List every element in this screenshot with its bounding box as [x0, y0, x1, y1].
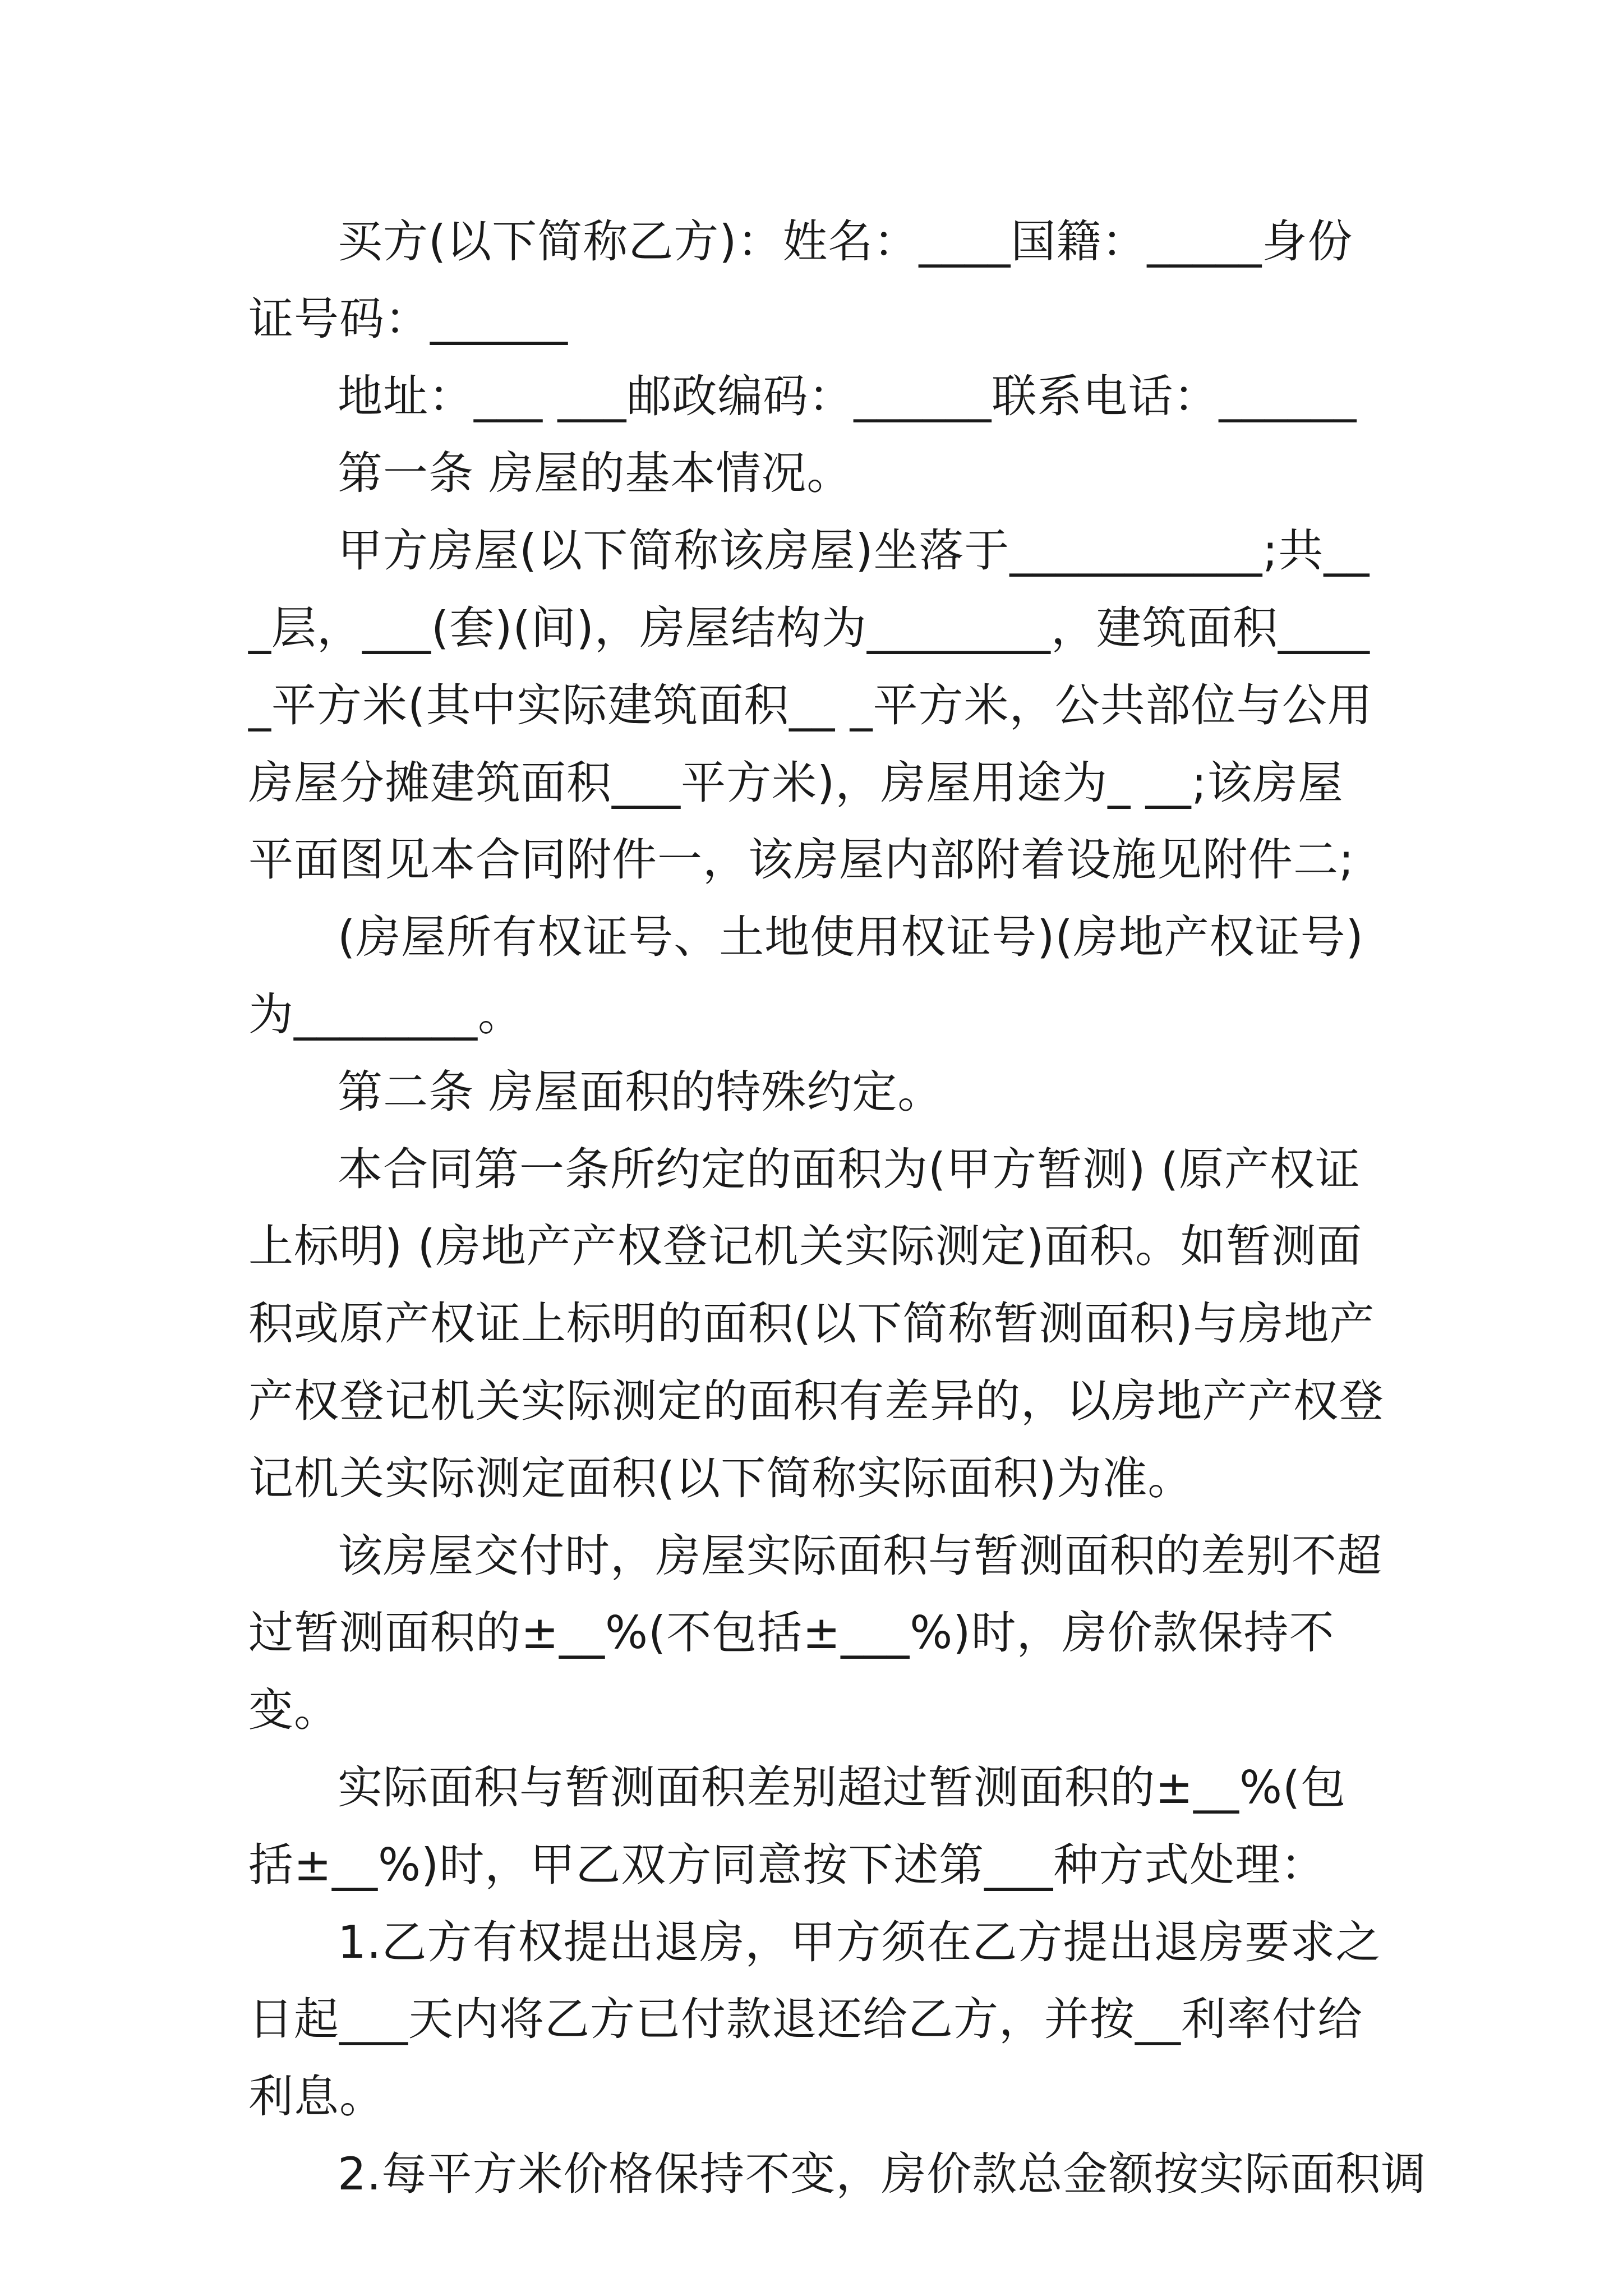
paragraph-article-1-certificate: (房屋所有权证号、土地使用权证号)(房地产权证号)为________。 [248, 911, 1364, 1041]
article-2-title: 第二条 房屋面积的特殊约定。 [338, 1065, 943, 1118]
paragraph-article-1-body: 甲方房屋(以下简称该房屋)坐落于___________;共___层，___(套)(间)，房屋结构为________，建筑面积_____平方米(其中实际建筑面积__ _平方米，公共部位与公用房屋分摊建筑面积___平方米)，房屋用途为_ __;该房屋平面图见本合同附件一，该房屋内部附着设施见附件二; [248, 524, 1373, 886]
paragraph-article-2-body: 本合同第一条所约定的面积为(甲方暂测) (原产权证上标明) (房地产产权登记机关实际测定)面积。如暂测面积或原产权证上标明的面积(以下简称暂测面积)与房地产产权登记机关实际测定的面积有差异的，以房地产产权登记机关实际测定面积(以下简称实际面积)为准。 [248, 1143, 1384, 1504]
paragraph-buyer-info: 买方(以下简称乙方)：姓名：____国籍：_____身份证号码：______ [248, 215, 1353, 345]
paragraph-article-2-tolerance: 该房屋交付时，房屋实际面积与暂测面积的差别不超过暂测面积的±__%(不包括±___%)时，房价款保持不变。 [248, 1529, 1382, 1737]
paragraph-article-2-exceed: 实际面积与暂测面积差别超过暂测面积的±__%(包括±__%)时，甲乙双方同意按下述第___种方式处理： [248, 1761, 1347, 1891]
paragraph-option-1: 1.乙方有权提出退房，甲方须在乙方提出退房要求之日起___天内将乙方已付款退还给乙方，并按__利率付给利息。 [248, 1916, 1381, 2123]
paragraph-option-2: 2.每平方米价格保持不变，房价款总金额按实际面积调 [338, 2147, 1427, 2200]
contract-text [248, 203, 1427, 2213]
paragraph-buyer-address: 地址：___ ___邮政编码：______联系电话：______ [338, 370, 1357, 422]
article-1-title: 第一条 房屋的基本情况。 [338, 447, 852, 500]
